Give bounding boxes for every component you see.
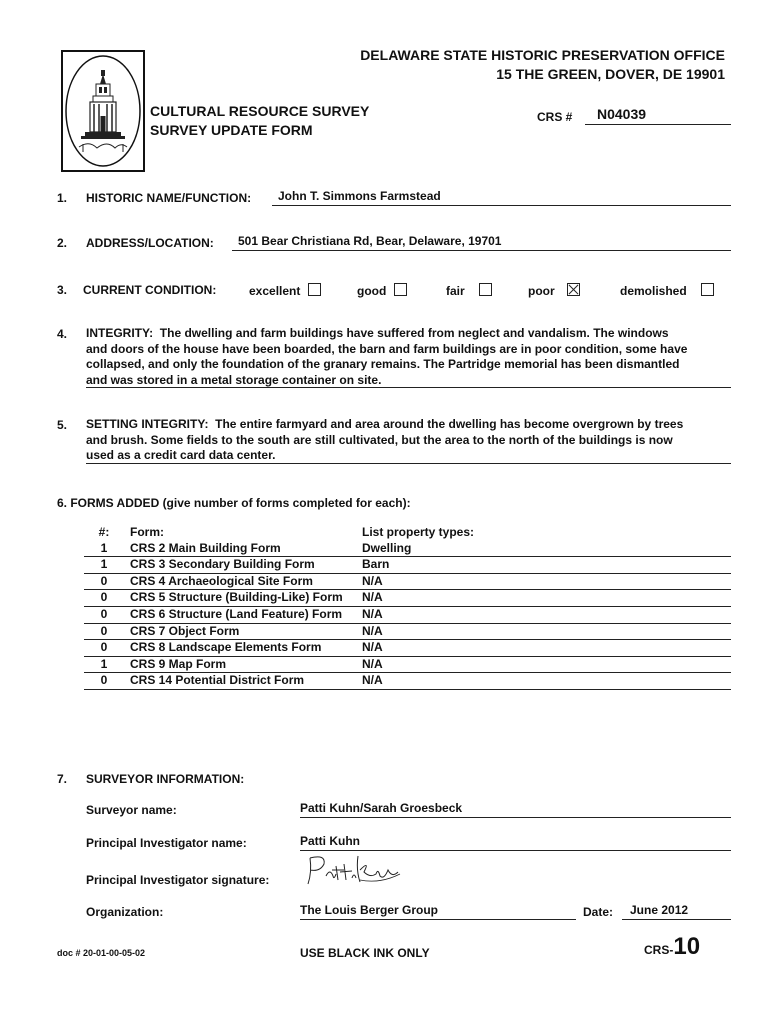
courthouse-icon <box>63 52 143 170</box>
condition-excellent[interactable] <box>249 283 321 298</box>
row-form: CRS 6 Structure (Land Feature) Form <box>124 606 362 623</box>
row-count[interactable]: 1 <box>84 656 124 673</box>
pi-signature-label: Principal Investigator signature: <box>86 873 270 887</box>
table-row[interactable] <box>84 623 731 640</box>
date-field[interactable] <box>622 903 731 920</box>
row-form: CRS 4 Archaeological Site Form <box>124 573 362 590</box>
setting-line-2: and brush. Some fields to the south are still cultivated, but the area to the north of the buildings is now <box>86 432 673 447</box>
condition-fair-checkbox[interactable] <box>479 283 492 296</box>
row-form: CRS 9 Map Form <box>124 656 362 673</box>
forms-table-header <box>84 525 731 541</box>
office-address: 15 THE GREEN, DOVER, DE 19901 <box>496 66 725 82</box>
row-types[interactable]: N/A <box>362 623 731 640</box>
section2-number: 2. <box>57 236 68 250</box>
surveyor-info-heading: SURVEYOR INFORMATION: <box>86 772 245 786</box>
setting-line-3: used as a credit card data center. <box>86 448 276 462</box>
organization-label: Organization: <box>86 905 164 919</box>
forms-table <box>84 525 731 690</box>
row-form: CRS 14 Potential District Form <box>124 673 362 690</box>
condition-poor-label: poor <box>528 284 555 298</box>
row-types[interactable]: N/A <box>362 606 731 623</box>
form-title-line2: SURVEY UPDATE FORM <box>150 122 313 138</box>
integrity-line-4: and was stored in a metal storage container on site. <box>86 372 382 387</box>
table-row[interactable] <box>84 656 731 673</box>
section2-label: ADDRESS/LOCATION: <box>86 236 214 250</box>
condition-demolished-checkbox[interactable] <box>701 283 714 296</box>
section1-number: 1. <box>57 191 68 205</box>
condition-demolished-label: demolished <box>620 284 687 298</box>
seal-logo <box>61 50 145 172</box>
row-count[interactable]: 1 <box>84 557 124 574</box>
table-row[interactable] <box>84 557 731 574</box>
setting-integrity-text[interactable] <box>86 417 736 464</box>
col-form-header: Form: <box>130 525 164 539</box>
integrity-label: INTEGRITY: <box>86 326 154 340</box>
black-ink-instruction: USE BLACK INK ONLY <box>300 946 430 960</box>
row-types[interactable]: N/A <box>362 656 731 673</box>
forms-added-heading: 6. FORMS ADDED (give number of forms completed for each): <box>57 496 411 510</box>
table-row[interactable] <box>84 673 731 690</box>
date-value: June 2012 <box>630 903 689 917</box>
condition-good-label: good <box>357 284 387 298</box>
signature-image <box>300 850 410 890</box>
row-count[interactable]: 0 <box>84 573 124 590</box>
row-types[interactable]: Barn <box>362 557 731 574</box>
table-row[interactable] <box>84 640 731 657</box>
row-types[interactable]: Dwelling <box>362 541 731 557</box>
pi-name-value: Patti Kuhn <box>300 834 360 848</box>
condition-good[interactable] <box>357 283 407 298</box>
condition-poor[interactable] <box>528 283 580 298</box>
condition-demolished[interactable] <box>620 283 714 298</box>
section5-number: 5. <box>57 418 68 432</box>
section7-number: 7. <box>57 772 68 786</box>
row-form: CRS 7 Object Form <box>124 623 362 640</box>
organization-field[interactable] <box>300 903 576 920</box>
condition-fair[interactable] <box>446 283 492 298</box>
row-form: CRS 2 Main Building Form <box>124 541 362 557</box>
row-form: CRS 5 Structure (Building-Like) Form <box>124 590 362 607</box>
condition-excellent-checkbox[interactable] <box>308 283 321 296</box>
integrity-text[interactable] <box>86 326 736 388</box>
section3-label: CURRENT CONDITION: <box>83 283 217 297</box>
pi-name-label: Principal Investigator name: <box>86 836 247 850</box>
row-types[interactable]: N/A <box>362 640 731 657</box>
setting-integrity-label: SETTING INTEGRITY: <box>86 417 209 431</box>
table-row[interactable] <box>84 573 731 590</box>
setting-line-1: The entire farmyard and area around the dwelling has become overgrown by trees <box>215 417 684 431</box>
doc-number: doc # 20-01-00-05-02 <box>57 948 146 958</box>
crs-number-field[interactable] <box>585 106 731 125</box>
historic-name-field[interactable] <box>272 189 731 206</box>
condition-fair-label: fair <box>446 284 465 298</box>
row-types[interactable]: N/A <box>362 673 731 690</box>
pi-signature-field[interactable] <box>300 850 420 890</box>
section3-number: 3. <box>57 283 68 297</box>
table-row[interactable] <box>84 606 731 623</box>
section1-label: HISTORIC NAME/FUNCTION: <box>86 191 252 205</box>
integrity-line-3: collapsed, and only the foundation of the granary remains. The Partridge memorial has been dismantled <box>86 357 680 371</box>
col-types-header: List property types: <box>362 525 475 539</box>
surveyor-name-value: Patti Kuhn/Sarah Groesbeck <box>300 801 463 815</box>
row-count[interactable]: 0 <box>84 606 124 623</box>
row-count[interactable]: 0 <box>84 623 124 640</box>
row-count[interactable]: 0 <box>84 673 124 690</box>
pi-name-field[interactable] <box>300 834 731 851</box>
row-count[interactable]: 1 <box>84 541 124 557</box>
table-row[interactable] <box>84 541 731 557</box>
historic-name-value: John T. Simmons Farmstead <box>278 189 441 203</box>
integrity-line-1: The dwelling and farm buildings have suffered from neglect and vandalism. The windows <box>159 326 669 340</box>
surveyor-name-field[interactable] <box>300 801 731 818</box>
address-value: 501 Bear Christiana Rd, Bear, Delaware, 19701 <box>238 234 502 248</box>
row-types[interactable]: N/A <box>362 590 731 607</box>
form-code <box>644 933 700 961</box>
form-title-line1: CULTURAL RESOURCE SURVEY <box>150 103 370 119</box>
condition-excellent-label: excellent <box>249 284 301 298</box>
row-form: CRS 3 Secondary Building Form <box>124 557 362 574</box>
form-code-prefix: CRS- <box>644 943 674 957</box>
section4-number: 4. <box>57 327 68 341</box>
form-code-number: 10 <box>673 933 701 960</box>
organization-value: The Louis Berger Group <box>300 903 439 917</box>
crs-label: CRS # <box>537 110 573 124</box>
col-count-header: #: <box>98 525 110 539</box>
row-form: CRS 8 Landscape Elements Form <box>124 640 362 657</box>
date-label: Date: <box>583 905 614 919</box>
surveyor-name-label: Surveyor name: <box>86 803 177 817</box>
table-row[interactable] <box>84 590 731 607</box>
integrity-underline <box>86 387 731 388</box>
setting-underline <box>86 463 731 464</box>
crs-number-value: N04039 <box>597 106 647 122</box>
row-types[interactable]: N/A <box>362 573 731 590</box>
address-field[interactable] <box>232 234 731 251</box>
office-name: DELAWARE STATE HISTORIC PRESERVATION OFFICE <box>360 47 725 63</box>
row-count[interactable]: 0 <box>84 640 124 657</box>
condition-good-checkbox[interactable] <box>394 283 407 296</box>
integrity-line-2: and doors of the house have been boarded, the barn and farm buildings are in poor condition, some have <box>86 341 688 356</box>
condition-poor-checkbox-checked[interactable] <box>567 283 580 296</box>
row-count[interactable]: 0 <box>84 590 124 607</box>
